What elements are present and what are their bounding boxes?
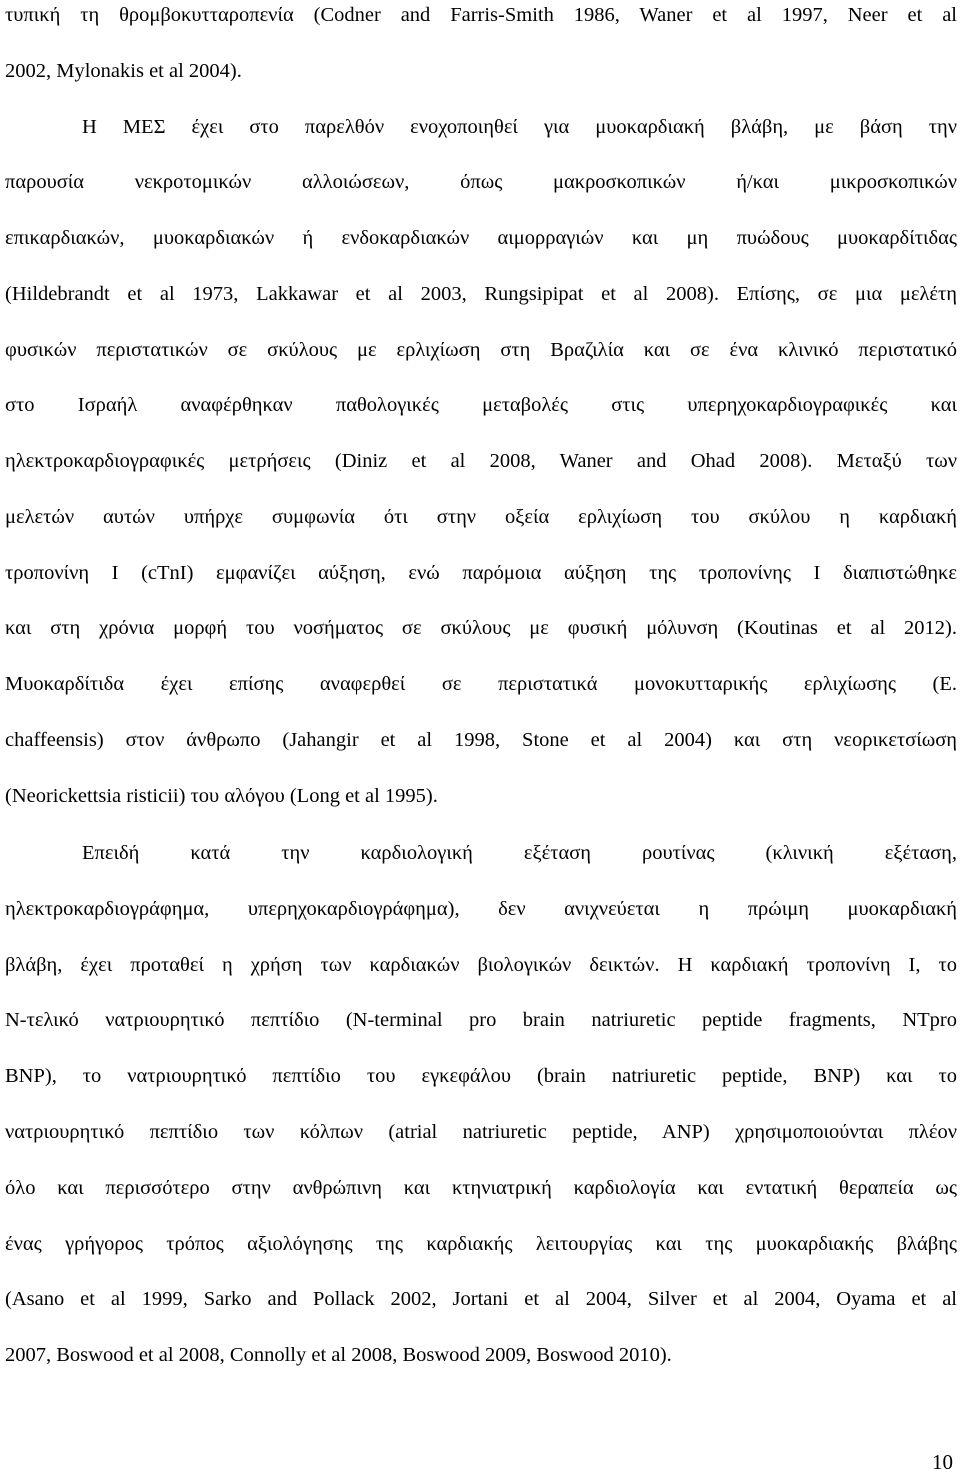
text-line: όλο και περισσότερο στην ανθρώπινη και κτηνιατρική καρδιολογία και εντατική θεραπεία ως [5, 1177, 957, 1199]
text-line: Ν-τελικό νατριουρητικό πεπτίδιο (N-terminal pro brain natriuretic peptide fragments, NTpro [5, 1009, 957, 1031]
text-line: μελετών αυτών υπήρχε συμφωνία ότι στην οξεία ερλιχίωση του σκύλου η καρδιακή [5, 506, 957, 528]
text-line: ηλεκτροκαρδιογραφικές μετρήσεις (Diniz et al 2008, Waner and Ohad 2008). Μεταξύ των [5, 450, 957, 472]
text-line: (Hildebrandt et al 1973, Lakkawar et al 2003, Rungsipipat et al 2008). Επίσης, σε μια μελέτη [5, 283, 957, 305]
text-line: 2007, Boswood et al 2008, Connolly et al 2008, Boswood 2009, Boswood 2010). [5, 1344, 672, 1366]
text-line: ηλεκτροκαρδιογράφημα, υπερηχοκαρδιογράφημα), δεν ανιχνεύεται η πρώιμη μυοκαρδιακή [5, 898, 957, 920]
text-line: Η ΜΕΣ έχει στο παρελθόν ενοχοποιηθεί για μυοκαρδιακή βλάβη, με βάση την [82, 116, 957, 138]
text-line: ένας γρήγορος τρόπος αξιολόγησης της καρδιακής λειτουργίας και της μυοκαρδιακής βλάβης [5, 1233, 957, 1255]
text-line: και στη χρόνια μορφή του νοσήματος σε σκύλους με φυσική μόλυνση (Koutinas et al 2012). [5, 617, 957, 639]
text-line: βλάβη, έχει προταθεί η χρήση των καρδιακών βιολογικών δεικτών. Η καρδιακή τροπονίνη Ι, το [5, 954, 957, 976]
text-line: τυπική τη θρομβοκυτταροπενία (Codner and Farris-Smith 1986, Waner et al 1997, Neer et al [5, 4, 957, 26]
text-line: τροπονίνη Ι (cTnI) εμφανίζει αύξηση, ενώ παρόμοια αύξηση της τροπονίνης Ι διαπιστώθηκε [5, 562, 957, 584]
text-line: στο Ισραήλ αναφέρθηκαν παθολογικές μεταβολές στις υπερηχοκαρδιογραφικές και [5, 394, 957, 416]
text-line: παρουσία νεκροτομικών αλλοιώσεων, όπως μακροσκοπικών ή/και μικροσκοπικών [5, 171, 957, 193]
text-line: φυσικών περιστατικών σε σκύλους με ερλιχίωση στη Βραζιλία και σε ένα κλινικό περιστατικό [5, 339, 957, 361]
text-line: Μυοκαρδίτιδα έχει επίσης αναφερθεί σε περιστατικά μονοκυτταρικής ερλιχίωσης (E. [5, 673, 957, 695]
page-number: 10 [932, 1450, 953, 1474]
text-line: 2002, Mylonakis et al 2004). [5, 60, 242, 82]
text-line: chaffeensis) στον άνθρωπο (Jahangir et al 1998, Stone et al 2004) και στη νεορικετσίωση [5, 729, 957, 751]
text-line: (Neorickettsia risticii) του αλόγου (Long et al 1995). [5, 785, 438, 807]
text-line: νατριουρητικό πεπτίδιο των κόλπων (atrial natriuretic peptide, ANP) χρησιμοποιούνται πλέον [5, 1121, 957, 1143]
text-line: BNP), το νατριουρητικό πεπτίδιο του εγκεφάλου (brain natriuretic peptide, BNP) και το [5, 1065, 957, 1087]
text-line: επικαρδιακών, μυοκαρδιακών ή ενδοκαρδιακών αιμορραγιών και μη πυώδους μυοκαρδίτιδας [5, 227, 957, 249]
text-line: Επειδή κατά την καρδιολογική εξέταση ρουτίνας (κλινική εξέταση, [82, 842, 957, 864]
text-line: (Asano et al 1999, Sarko and Pollack 2002, Jortani et al 2004, Silver et al 2004, Oyama et al [5, 1288, 957, 1310]
